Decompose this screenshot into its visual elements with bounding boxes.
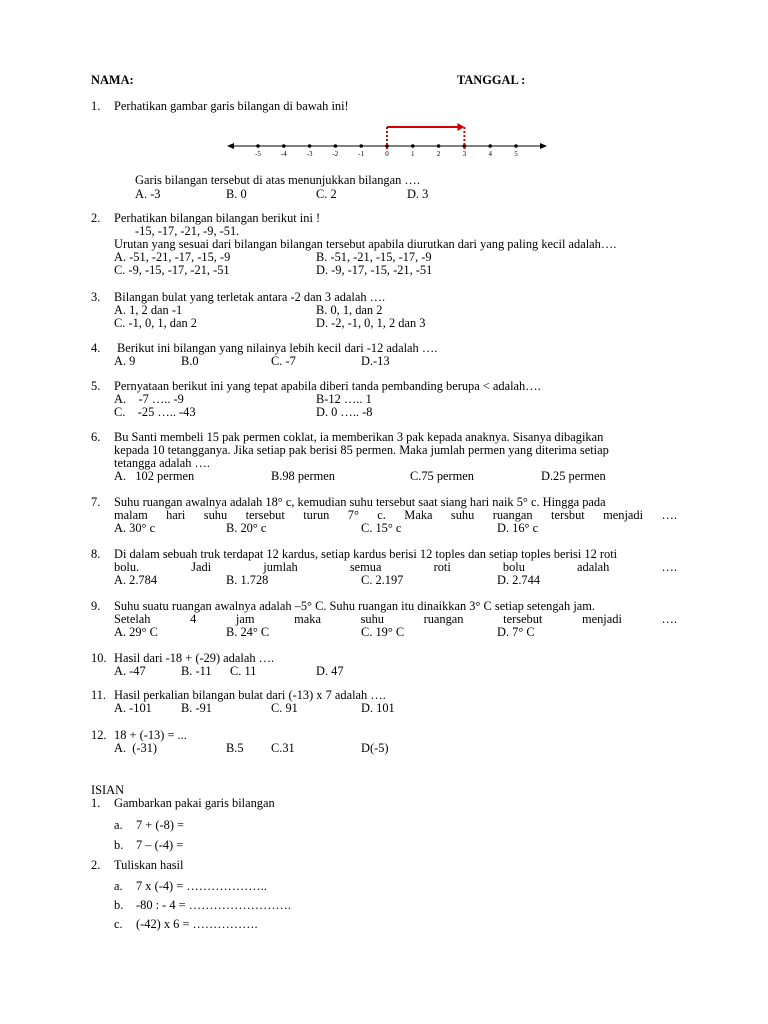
axis-arrow-right (540, 143, 547, 149)
option-d: D.-13 (361, 354, 390, 368)
question-number: 5. (91, 379, 101, 393)
tick-label: 2 (436, 150, 441, 158)
tick-dot (334, 144, 338, 148)
word: suhu (203, 508, 228, 522)
option-c: C.75 permen (410, 469, 475, 483)
tick-dot (411, 144, 415, 148)
word: bolu (502, 560, 525, 574)
option-a: A. -101 (114, 701, 152, 715)
word: Jadi (191, 560, 212, 574)
tick-dot (437, 144, 441, 148)
question-text-line: tetangga adalah …. (114, 456, 210, 470)
item-label: b. (114, 898, 124, 912)
question-number: 10. (91, 651, 107, 665)
option-a: A. 30° c (114, 521, 156, 535)
question-number: 2. (91, 211, 101, 225)
tick-dot (282, 144, 286, 148)
option-c: C. -7 (271, 354, 296, 368)
word: malam (114, 508, 148, 522)
question-text: Hasil dari -18 + (-29) adalah …. (114, 651, 275, 665)
option-d: D. 47 (316, 664, 344, 678)
option-b: B. 24° C (226, 625, 270, 639)
option-a: A. 2.784 (114, 573, 158, 587)
word: bolu. (114, 560, 140, 574)
option-a: A. -51, -21, -17, -15, -9 (114, 250, 231, 264)
word: jam (235, 612, 255, 626)
word: menjadi (603, 508, 644, 522)
tick-label: 3 (462, 150, 467, 158)
tick-label: 0 (385, 150, 389, 158)
option-a: A. -47 (114, 664, 146, 678)
option-d: D. -2, -1, 0, 1, 2 dan 3 (316, 316, 426, 330)
question-number: 7. (91, 495, 101, 509)
word: menjadi (581, 612, 622, 626)
word: 7° (347, 508, 359, 522)
option-b: B. 1.728 (226, 573, 269, 587)
word: maka (294, 612, 321, 626)
date-label: TANGGAL : (457, 73, 526, 87)
option-a: A. -7 ….. -9 (114, 392, 184, 406)
option-a: A. 29° C (114, 625, 158, 639)
option-c: C. 19° C (361, 625, 405, 639)
word: tersebut (245, 508, 285, 522)
tick-label: -3 (306, 150, 313, 158)
option-b: B. -11 (181, 664, 212, 678)
question-number: 1. (91, 99, 101, 113)
option-b: B. 20° c (226, 521, 267, 535)
question-number: 11. (91, 688, 107, 702)
item-label: a. (114, 818, 123, 832)
tick-label: 1 (411, 150, 415, 158)
question-text-line (114, 613, 677, 626)
option-c: C. 91 (271, 701, 298, 715)
option-d: D. 16° c (497, 521, 539, 535)
word: …. (661, 612, 677, 626)
item-label: a. (114, 879, 123, 893)
word: ruangan (492, 508, 533, 522)
tick-dot (488, 144, 492, 148)
question-text: Pernyataan berikut ini yang tepat apabila diberi tanda pembanding berupa < adalah…. (114, 379, 541, 393)
option-a: A. 102 permen (114, 469, 195, 483)
word: roti (433, 560, 451, 574)
word: Setelah (114, 612, 151, 626)
option-a: A. (-31) (114, 741, 158, 755)
tick-dot (359, 144, 363, 148)
word: jumlah (263, 560, 298, 574)
tick-label: -1 (358, 150, 365, 158)
option-d: D(-5) (361, 741, 389, 755)
word: …. (661, 560, 677, 574)
question-number: 6. (91, 430, 101, 444)
option-b: B. 0, 1, dan 2 (316, 303, 383, 317)
question-text-line: Di dalam sebuah truk terdapat 12 kardus, setiap kardus berisi 12 toples dan setiap toples berisi 12 roti (114, 547, 618, 561)
option-c: C.31 (271, 741, 295, 755)
option-c: C. 2 (316, 187, 337, 201)
word: suhu (360, 612, 384, 626)
name-label: NAMA: (91, 73, 134, 87)
question-text-line: Suhu suatu ruangan awalnya adalah –5° C. Suhu ruangan itu dinaikkan 3° C setiap setengah jam. (114, 599, 595, 613)
question-text: 18 + (-13) = ... (114, 728, 187, 742)
word: adalah (577, 560, 610, 574)
word: semua (349, 560, 382, 574)
item-text: 7 x (-4) = ……………….. (136, 879, 267, 893)
question-number: 2. (91, 858, 101, 872)
question-number: 1. (91, 796, 101, 810)
option-b: B. -91 (181, 701, 212, 715)
question-text-line (114, 561, 677, 574)
question-text: Gambarkan pakai garis bilangan (114, 796, 275, 810)
option-d: D. -9, -17, -15, -21, -51 (316, 263, 433, 277)
word: tersebut (503, 612, 543, 626)
question-text: Perhatikan bilangan bilangan berikut ini ! (114, 211, 321, 225)
option-b: B.98 permen (271, 469, 336, 483)
option-c: C. 11 (230, 664, 257, 678)
word: c. (377, 508, 386, 522)
question-number: 4. (91, 341, 101, 355)
question-text-line: kepada 10 tetangganya. Jika setiap pak berisi 85 permen. Maka jumlah permen yang diterima setiap (114, 443, 609, 457)
option-c: C. -1, 0, 1, dan 2 (114, 316, 197, 330)
option-d: D. 101 (361, 701, 395, 715)
word: 4 (190, 612, 197, 626)
item-text: -80 : - 4 = ……………………. (136, 898, 291, 912)
option-b: B.5 (226, 741, 244, 755)
question-text: Berikut ini bilangan yang nilainya lebih kecil dari -12 adalah …. (117, 341, 438, 355)
option-c: C. -25 ….. -43 (114, 405, 196, 419)
word: …. (661, 508, 677, 522)
option-d: D. 7° C (497, 625, 535, 639)
tick-dot (256, 144, 260, 148)
axis-arrow-left (227, 143, 234, 149)
question-number: 3. (91, 290, 101, 304)
word: Maka (404, 508, 433, 522)
tick-label: -2 (332, 150, 339, 158)
option-d: D. 3 (407, 187, 429, 201)
question-number: 12. (91, 728, 107, 742)
number-line-figure (225, 116, 555, 164)
word: suhu (450, 508, 475, 522)
section-title: ISIAN (91, 783, 125, 797)
option-b: B. -51, -21, -15, -17, -9 (316, 250, 432, 264)
question-text: Bilangan bulat yang terletak antara -2 dan 3 adalah …. (114, 290, 386, 304)
question-text: Perhatikan gambar garis bilangan di bawah ini! (114, 99, 349, 113)
question-number: 9. (91, 599, 101, 613)
tick-label: -4 (280, 150, 287, 158)
question-text: Hasil perkalian bilangan bulat dari (-13) x 7 adalah …. (114, 688, 386, 702)
jump-arrow-head (457, 123, 464, 131)
question-text: Urutan yang sesuai dari bilangan bilangan tersebut apabila diurutkan dari yang paling kecil adalah…. (114, 237, 617, 251)
option-b: B. 0 (226, 187, 247, 201)
number-list: -15, -17, -21, -9, -51. (135, 224, 240, 238)
tick-dot (514, 144, 518, 148)
question-text-line (114, 509, 677, 522)
option-c: C. -9, -15, -17, -21, -51 (114, 263, 230, 277)
tick-label: -5 (255, 150, 261, 158)
option-c: C. 15° c (361, 521, 402, 535)
item-text: (-42) x 6 = ……………. (136, 917, 258, 931)
word: hari (166, 508, 186, 522)
word: ruangan (423, 612, 464, 626)
tick-dot (308, 144, 312, 148)
question-text: Tuliskan hasil (114, 858, 184, 872)
option-b: B.0 (181, 354, 199, 368)
option-b: B-12 ….. 1 (316, 392, 372, 406)
item-label: c. (114, 917, 123, 931)
word: tersbut (551, 508, 585, 522)
option-a: A. -3 (135, 187, 161, 201)
question-text-line: Bu Santi membeli 15 pak permen coklat, ia memberikan 3 pak kepada anaknya. Sisanya dibagikan (114, 430, 604, 444)
tick-label: 5 (514, 150, 518, 158)
word: turun (303, 508, 330, 522)
option-c: C. 2.197 (361, 573, 404, 587)
option-a: A. 1, 2 dan -1 (114, 303, 183, 317)
item-text: 7 + (-8) = (136, 818, 185, 832)
question-text: Garis bilangan tersebut di atas menunjukkan bilangan …. (135, 173, 420, 187)
option-d: D. 2.744 (497, 573, 541, 587)
question-text-line: Suhu ruangan awalnya adalah 18° c, kemudian suhu tersebut saat siang hari naik 5° c. Hingga pada (114, 495, 606, 509)
item-text: 7 – (-4) = (136, 838, 184, 852)
option-a: A. 9 (114, 354, 136, 368)
tick-label: 4 (488, 150, 492, 158)
item-label: b. (114, 838, 124, 852)
option-d: D.25 permen (541, 469, 606, 483)
option-d: D. 0 ….. -8 (316, 405, 373, 419)
question-number: 8. (91, 547, 101, 561)
